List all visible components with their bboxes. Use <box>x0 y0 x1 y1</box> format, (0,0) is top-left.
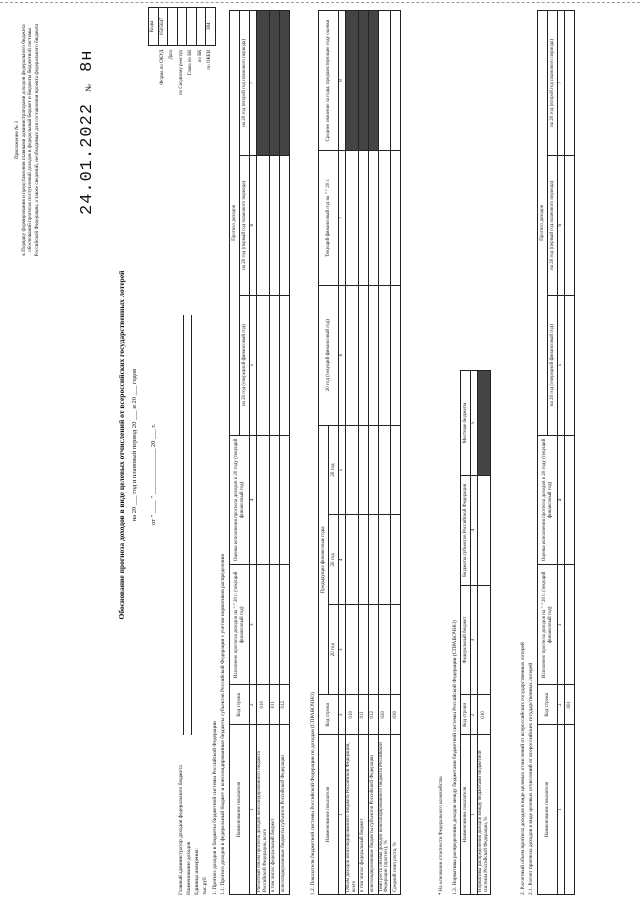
meta-label: Главный администратор доходов федерального бюджета <box>177 765 184 895</box>
table-cell <box>358 515 368 605</box>
codes-row <box>168 8 178 98</box>
table-cell <box>358 285 368 425</box>
table-cell <box>269 435 279 565</box>
table-cell <box>368 285 378 425</box>
column-number: 1 <box>250 725 257 895</box>
codes-row <box>187 8 197 98</box>
t3-head-regional: Бюджеты субъектов Российской Федерации <box>461 475 471 585</box>
document-subtitle: на 20 ___ год и плановый период 20 ___ и 20 ___ годов <box>131 368 138 522</box>
norms-table-3 <box>460 370 491 895</box>
table-row <box>565 11 575 895</box>
table-cell <box>378 605 391 695</box>
column-number: 7 <box>250 11 257 156</box>
t2-head-year-3: 20 год <box>329 425 339 515</box>
codes-row-label: по БК <box>197 49 203 63</box>
column-number: 3 <box>471 585 478 695</box>
column-number: 2 <box>250 685 257 725</box>
table-cell <box>346 150 359 285</box>
table-cell <box>391 605 401 695</box>
table-cell <box>368 605 378 695</box>
codes-header: Коды <box>149 8 159 46</box>
column-number: 7 <box>558 11 565 156</box>
column-number: 6 <box>558 155 565 295</box>
t4-head-y1: на 20 год (очередной финансовый год) <box>548 295 558 435</box>
document-meta <box>176 315 208 895</box>
t2-head-average: Среднее значение за годы, предшествующие году оценки <box>319 11 339 151</box>
registration-stamp <box>78 50 98 215</box>
scan-edge-top <box>0 2 640 3</box>
column-numbers-row <box>471 371 478 895</box>
table-cell <box>257 435 270 565</box>
codes-row-value <box>196 8 206 46</box>
t2-head-prev: Предыдущие финансовые годы <box>319 425 329 695</box>
table-row <box>279 11 289 895</box>
table-cell <box>368 425 378 515</box>
codes-row-label: по ОКЕИ <box>207 49 213 70</box>
table-cell <box>269 155 279 295</box>
table-cell <box>378 425 391 515</box>
table-cell <box>391 11 401 151</box>
table-cell <box>391 425 401 515</box>
codes-row-label: Дата <box>169 49 175 60</box>
row-code: 030 <box>391 695 401 735</box>
meta-row <box>200 315 208 895</box>
row-name: Средний темп роста, % <box>391 735 401 895</box>
reference-table-2 <box>318 10 401 895</box>
row-code: 001 <box>565 685 575 725</box>
t1-head-code: Код строки <box>230 685 250 725</box>
table-cell <box>378 150 391 285</box>
row-name: Нормативы распределения доходов между бюджетами бюджетной системы Российской Федерации, % <box>478 735 491 895</box>
t1-head-group: Прогноз доходов <box>230 11 240 436</box>
codes-row <box>206 8 216 98</box>
row-name: консолидированные бюджеты субъектов Российской Федерации <box>279 725 289 895</box>
row-name: Расчетный объем прогноза доходов консолидированного бюджета Российской Федерации, всего <box>257 725 270 895</box>
appendix-text: к Порядку формирования и представления главными администраторами доходов федерального бюджета обоснований прогноза поступлений доходов в федеральный бюджет и бюджеты бюджетной системы Российской Федерации, а также сведений, необходимых для составления проекта федерального бюджета <box>20 23 40 257</box>
codes-row-label: по Сводному реестру <box>178 49 184 95</box>
column-numbers-row <box>558 11 565 895</box>
row-name: Объем доходов консолидированного бюджета Российской Федерации, всего <box>346 735 359 895</box>
t4-head-group: Прогноз доходов <box>538 11 548 436</box>
table-cell <box>279 295 289 435</box>
t2-head-name: Наименование показателя <box>319 735 339 895</box>
column-number: 2 <box>339 695 346 735</box>
column-number: 4 <box>471 475 478 585</box>
table-cell <box>279 155 289 295</box>
column-number: 3 <box>250 565 257 685</box>
t4-head-name: Наименование показателя <box>538 725 558 895</box>
row-name: в том числе: федеральный бюджет <box>358 735 368 895</box>
codes-row <box>158 8 168 98</box>
column-number: 5 <box>471 371 478 476</box>
table-cell <box>565 565 575 685</box>
document-date-line: от " ____ " ______________ 20 ___ г. <box>150 424 157 525</box>
row-code: 020 <box>378 695 391 735</box>
table-row <box>257 11 270 895</box>
meta-row <box>176 315 184 895</box>
column-number: 5 <box>250 295 257 435</box>
t2-head-year-1: 20 год <box>329 605 339 695</box>
table-cell <box>391 150 401 285</box>
row-code: 010 <box>478 695 491 735</box>
t2-head-current-date: Текущий финансовый год на " " 20 г. <box>319 150 339 285</box>
calc-table-4 <box>537 10 575 895</box>
table-3 <box>460 10 491 895</box>
section-1-title: 1. Прогноз доходов в бюджеты бюджетной системы Российской Федерации <box>212 721 218 895</box>
meta-fill-line <box>177 315 184 735</box>
table-cell <box>565 435 575 565</box>
codes-row-value: 0505647 <box>158 8 168 46</box>
column-number: 3 <box>558 565 565 685</box>
table-cell <box>257 565 270 685</box>
table-cell <box>368 515 378 605</box>
table-cell <box>358 150 368 285</box>
t3-head-fed: Федеральный бюджет <box>461 585 471 695</box>
table-row <box>391 11 401 895</box>
row-code: 011 <box>358 695 368 735</box>
section-2-1-title: 2.1. Расчет прогноза доходов в виде целевых отчислений от всероссийских государственных лотерей <box>528 662 534 895</box>
t4-head-estimate: Оценка исполнения прогноза доходов в 20 году (текущий финансовый год) <box>538 435 558 565</box>
t2-head-current: 20 год (текущий финансовый год) <box>319 285 339 425</box>
column-number: 2 <box>558 685 565 725</box>
table-row <box>358 11 368 895</box>
t4-head-executed: Исполнено прогноза доходов на " " 20 г. (текущий финансовый год) <box>538 565 558 685</box>
column-number: 1 <box>339 735 346 895</box>
appendix-number: Приложение № 3 <box>14 121 20 159</box>
table-cell <box>257 155 270 295</box>
table-1 <box>229 10 290 895</box>
column-number: 4 <box>339 515 346 605</box>
table-cell <box>565 11 575 156</box>
t3-head-code: Код строки <box>461 695 471 735</box>
section-2-title: 2. Расчетный объем прогноза доходов в виде целевых отчислений от всероссийских государственных лотерей <box>520 642 526 895</box>
document-title: Обоснование прогноза доходов в виде целевых отчислений от всероссийских государственных лотерей <box>117 270 126 620</box>
table-row <box>269 11 279 895</box>
t1-head-estimate: Оценка исполнения прогноза доходов в 20 году (текущий финансовый год) <box>230 435 250 565</box>
row-name <box>565 725 575 895</box>
codes-row <box>177 8 187 98</box>
table-row <box>346 11 359 895</box>
table-cell <box>358 11 368 151</box>
stamp-number: 8н <box>78 49 97 72</box>
table-cell <box>346 425 359 515</box>
codes-row <box>196 8 206 98</box>
section-1-3-title: 1.3. Нормативы распределения доходов между бюджетами бюджетной системы Российской Федерации (СПРАВОЧНО) <box>452 620 458 895</box>
row-name: Темп роста объема доходов консолидированного бюджета Российской Федерации (прогноз), % <box>378 735 391 895</box>
section-1-2-title: 1.2. Показатели бюджетной системы Российской Федерации по доходам (СПРАВОЧНО) <box>310 691 316 895</box>
row-code: 010 <box>346 695 359 735</box>
t3-head-local: Местные бюджеты <box>461 371 471 476</box>
table-2-footnote: * На основании отчетности Федерального казначейства <box>439 776 444 895</box>
column-number: 6 <box>250 155 257 295</box>
t1-head-y1: на 20 год (очередной финансовый год) <box>240 295 250 435</box>
table-cell <box>368 11 378 151</box>
table-cell <box>346 605 359 695</box>
table-cell <box>279 435 289 565</box>
column-number: 4 <box>558 435 565 565</box>
table-cell <box>565 295 575 435</box>
row-code: 012 <box>279 685 289 725</box>
table-2 <box>318 10 401 895</box>
t4-head-code: Код строки <box>538 685 558 725</box>
meta-row <box>184 315 192 895</box>
table-cell <box>478 475 491 585</box>
table-cell <box>346 285 359 425</box>
meta-fill-line <box>185 315 192 735</box>
t2-head-code: Код строки <box>319 695 339 735</box>
stamp-date: 24.01.2022 <box>78 102 97 215</box>
table-cell <box>257 11 270 156</box>
t4-head-y3: на 20 год (второй год планового периода) <box>548 11 558 156</box>
table-cell <box>478 585 491 695</box>
column-number: 6 <box>339 285 346 425</box>
stamp-number-label: № <box>84 83 93 92</box>
codes-row-value <box>168 8 178 46</box>
codes-box <box>148 7 216 97</box>
appendix-header <box>14 15 40 265</box>
table-row <box>368 11 378 895</box>
table-cell <box>378 11 391 151</box>
column-number: 5 <box>339 425 346 515</box>
column-number: 8 <box>339 11 346 151</box>
forecast-table-1 <box>229 10 290 895</box>
t3-head-name: Наименование показателя <box>461 735 471 895</box>
codes-row-value <box>187 8 197 46</box>
meta-label: тыс.руб <box>201 877 208 895</box>
codes-row-label: Глава по БК <box>188 49 194 76</box>
row-code: 012 <box>368 695 378 735</box>
meta-row <box>192 315 200 895</box>
column-number: 3 <box>339 605 346 695</box>
table-row <box>478 371 491 895</box>
table-cell <box>358 425 368 515</box>
codes-table <box>148 7 216 97</box>
table-cell <box>378 285 391 425</box>
table-cell <box>269 11 279 156</box>
t1-head-name: Наименование показателя <box>230 725 250 895</box>
table-cell <box>279 565 289 685</box>
column-number: 1 <box>558 725 565 895</box>
t4-head-y2: на 20 год (первый год планового периода) <box>548 155 558 295</box>
table-cell <box>346 11 359 151</box>
row-code: 010 <box>257 685 270 725</box>
codes-row-value <box>177 8 187 46</box>
column-number: 2 <box>471 695 478 735</box>
table-row <box>378 11 391 895</box>
t1-head-y2: на 20 год (первый год планового периода) <box>240 155 250 295</box>
row-code: 011 <box>269 685 279 725</box>
table-cell <box>269 295 279 435</box>
table-cell <box>478 371 491 476</box>
table-cell <box>565 155 575 295</box>
row-name: консолидированные бюджеты субъектов Российской Федерации <box>368 735 378 895</box>
column-number: 7 <box>339 150 346 285</box>
table-cell <box>391 285 401 425</box>
table-cell <box>368 150 378 285</box>
table-cell <box>257 295 270 435</box>
table-cell <box>346 515 359 605</box>
t2-head-year-2: 20 год <box>329 515 339 605</box>
column-numbers-row <box>339 11 346 895</box>
table-cell <box>378 515 391 605</box>
table-cell <box>269 565 279 685</box>
meta-label: Единица измерения: <box>193 848 200 895</box>
t1-head-y3: на 20 год (второй год планового периода) <box>240 11 250 156</box>
table-cell <box>358 605 368 695</box>
table-4 <box>537 10 575 895</box>
meta-label: Наименование доходов <box>185 841 192 895</box>
section-1-1-title: 1.1. Прогноз доходов в федеральный бюджет и консолидированные бюджеты субъектов Российской Федерации с учетом нормативов распределения <box>220 554 226 895</box>
column-number: 4 <box>250 435 257 565</box>
column-number: 5 <box>558 295 565 435</box>
table-cell <box>279 11 289 156</box>
column-numbers-row <box>250 11 257 895</box>
t1-head-executed: Исполнено прогноза доходов на " " 20 г. (текущий финансовый год) <box>230 565 250 685</box>
row-name: в том числе: федеральный бюджет <box>269 725 279 895</box>
table-cell <box>391 515 401 605</box>
codes-row-label: Форма по ОКУД <box>159 49 165 85</box>
codes-row-value: 384 <box>206 8 216 46</box>
column-number: 1 <box>471 735 478 895</box>
